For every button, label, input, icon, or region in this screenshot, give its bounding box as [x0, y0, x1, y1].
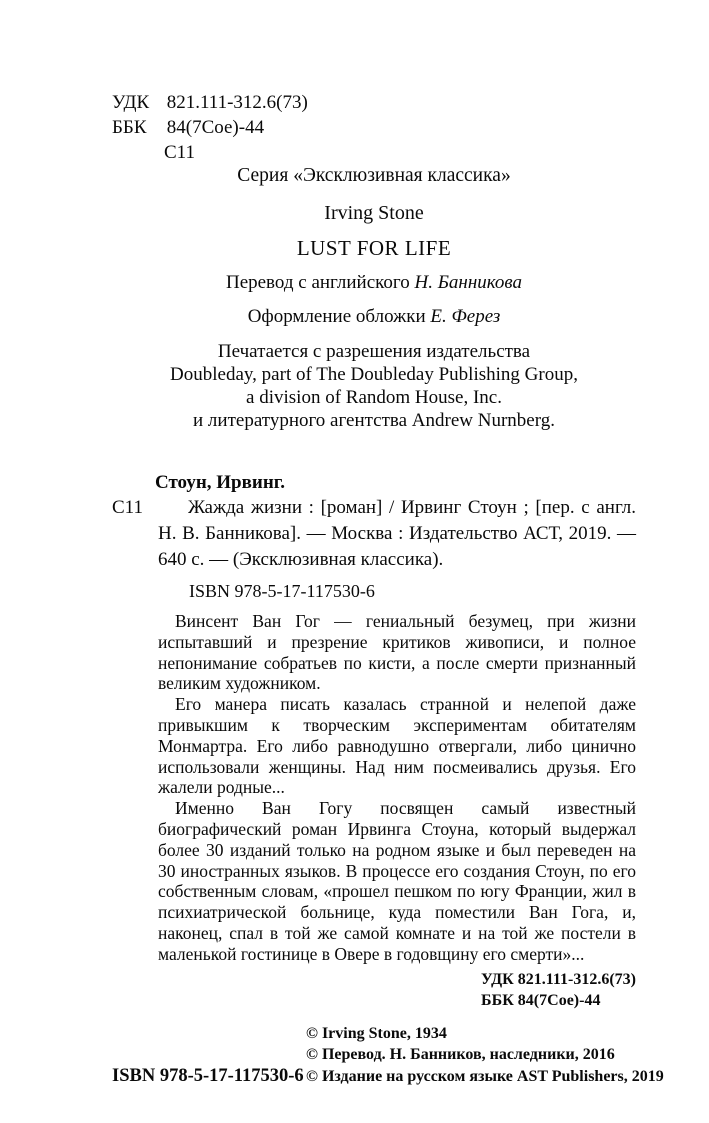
codes-repeat-block	[481, 969, 636, 1011]
annotation-paragraph: Именно Ван Гогу посвящен самый известный биографический роман Ирвинга Стоуна, который выдержал более 30 изданий только на родном языке и был переведен на 30 иностранных языков. В процессе его создания Стоун, по его собственным словам, «прошел пешком по югу Франции, жил в психиатрической больнице, куда поместили Ван Гога, и, наконец, спал в той же самой комнате и на той же постели в маленькой гостинице в Овере в годовщину его смерти»...	[158, 798, 636, 964]
permission-line: и литературного агентства Andrew Nurnberg.	[193, 410, 555, 431]
cover-prefix: Оформление обложки	[247, 306, 431, 327]
bottom-imprint-block	[112, 1023, 664, 1088]
copyright-line: © Irving Stone, 1934	[306, 1024, 447, 1042]
cover-designer-name: Е. Ферез	[430, 306, 501, 327]
annotation-block	[158, 611, 636, 965]
copyright-line: © Издание на русском языке AST Publishers, 2019	[306, 1067, 664, 1085]
annotation-paragraph: Винсент Ван Гог — гениальный безумец, при жизни испытавший и презрение критиков живописи, и полное непонимание собратьев по кисти, а после смерти признанный великим художником.	[158, 611, 636, 694]
catalog-entry-text: Жажда жизни : [роман] / Ирвинг Стоун ; [пер. с англ. Н. В. Банникова]. — Москва : Издательство АСТ, 2019. — 640 с. — (Эксклюзивная классика).	[158, 497, 636, 570]
catalog-isbn: ISBN 978-5-17-117530-6	[189, 581, 375, 601]
catalog-card-block	[112, 470, 636, 603]
bottom-isbn: ISBN 978-5-17-117530-6	[112, 1066, 304, 1087]
original-title: LUST FOR LIFE	[296, 236, 452, 260]
bbk-label: ББК	[112, 117, 147, 138]
bbk-line	[112, 115, 636, 140]
copyright-block	[306, 1023, 664, 1088]
catalog-author-sign: С11	[112, 497, 143, 518]
udk-label: УДК	[112, 92, 150, 113]
permission-block	[112, 340, 636, 432]
udk-value: 821.111-312.6(73)	[166, 92, 308, 113]
permission-line: a division of Random House, Inc.	[246, 387, 502, 408]
copyright-line: © Перевод. Н. Банников, наследники, 2016	[306, 1046, 615, 1064]
bbk-repeat: ББК 84(7Сое)-44	[481, 991, 601, 1009]
translation-prefix: Перевод с английского	[225, 272, 415, 293]
top-codes-block	[112, 90, 636, 165]
author-sign: С11	[164, 142, 195, 163]
catalog-entry	[112, 495, 636, 573]
catalog-author-header: Стоун, Ирвинг.	[155, 472, 286, 493]
original-author: Irving Stone	[324, 202, 424, 224]
translator-name: Н. Банникова	[414, 272, 523, 293]
series-line: Серия «Эксклюзивная классика»	[237, 165, 511, 186]
bbk-value: 84(7Сое)-44	[166, 117, 265, 138]
annotation-paragraph: Его манера писать казалась странной и нелепой даже привыкшим к творческим экспериментам обитателям Монмартра. Его либо равнодушно отвергали, либо цинично использовали женщины. Над ним посмеивались друзья. Его жалели родные...	[158, 694, 636, 798]
udk-repeat: УДК 821.111-312.6(73)	[481, 970, 636, 988]
permission-line: Doubleday, part of The Doubleday Publishing Group,	[170, 364, 578, 385]
translation-line	[112, 271, 636, 295]
cover-design-line	[112, 305, 636, 329]
permission-line: Печатается с разрешения издательства	[217, 341, 531, 362]
udk-line	[112, 90, 636, 115]
